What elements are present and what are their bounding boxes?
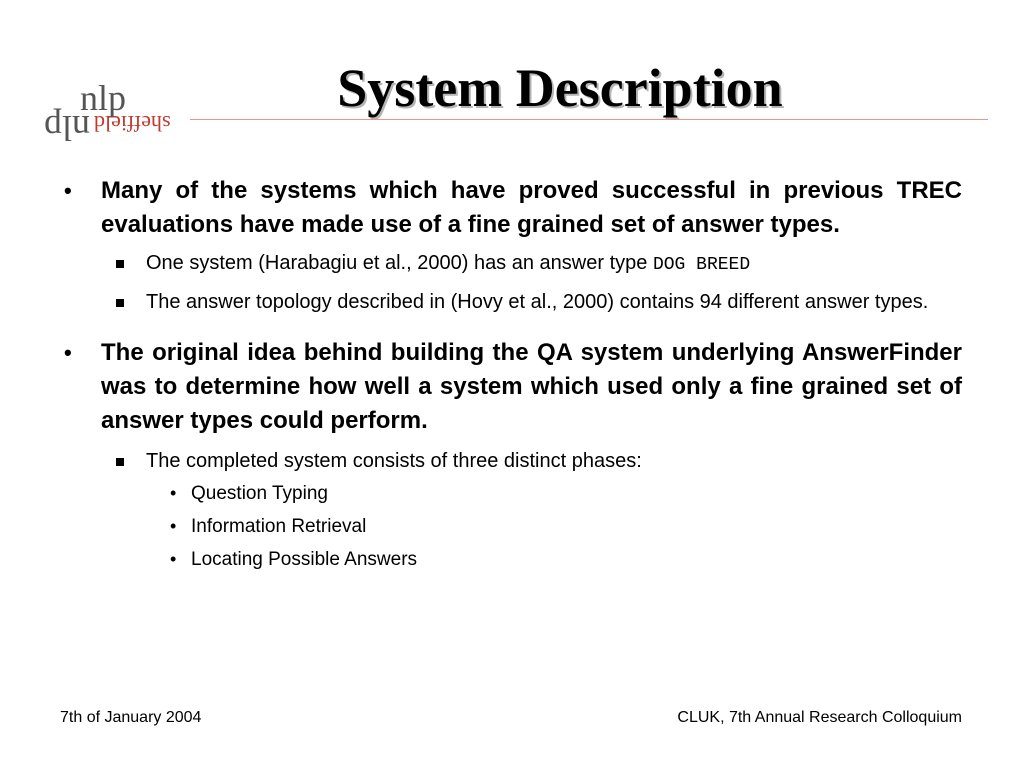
bullet-2-text: The original idea behind building the QA system underlying AnswerFinder was to determine how well a system which used only a fine grained set of answer types could perform. xyxy=(101,339,962,434)
sub-bullet-2-1 xyxy=(60,446,962,477)
footer-event: CLUK, 7th Annual Research Colloquium xyxy=(677,709,962,726)
bullet-1 xyxy=(60,174,962,242)
logo-nlp-mirrored-text: nlp xyxy=(44,108,91,148)
slide-body xyxy=(60,174,962,576)
bullet-1-text: Many of the systems which have proved successful in previous TREC evaluations have made use of a fine grained set of answer types. xyxy=(101,177,962,238)
bullet-dot-icon: • xyxy=(64,340,72,365)
phase-item-text: Question Typing xyxy=(191,483,328,504)
nlp-sheffield-logo xyxy=(44,80,214,150)
slide-title: System Description xyxy=(337,58,783,118)
sub-bullet-1-1-text: One system (Harabagiu et al., 2000) has an answer type xyxy=(146,252,653,274)
square-bullet-icon xyxy=(116,299,124,307)
square-bullet-icon xyxy=(116,260,124,268)
sub-bullet-1-2 xyxy=(60,287,962,318)
sub-bullet-1-1 xyxy=(60,248,962,281)
answer-type-code: DOG BREED xyxy=(652,255,751,275)
logo-sheffield-text: sheffield xyxy=(94,111,171,136)
phase-item-text: Locating Possible Answers xyxy=(191,549,418,570)
sub-bullet-1-2-text: The answer topology described in (Hovy et al., 2000) contains 94 different answer types. xyxy=(146,291,929,313)
footer-date: 7th of January 2004 xyxy=(60,709,202,726)
phase-item-text: Information Retrieval xyxy=(191,516,367,537)
sub-bullet-2-1-text: The completed system consists of three distinct phases: xyxy=(146,450,642,472)
square-bullet-icon xyxy=(116,458,124,466)
bullet-2 xyxy=(60,336,962,438)
phase-item xyxy=(60,543,962,576)
logo-nlp-text: nlp xyxy=(80,78,127,118)
small-bullet-icon: • xyxy=(170,516,177,536)
small-bullet-icon: • xyxy=(170,483,177,503)
phase-item xyxy=(60,510,962,543)
bullet-dot-icon: • xyxy=(64,178,72,203)
small-bullet-icon: • xyxy=(170,549,177,569)
title-divider xyxy=(190,119,988,120)
phase-item xyxy=(60,477,962,510)
